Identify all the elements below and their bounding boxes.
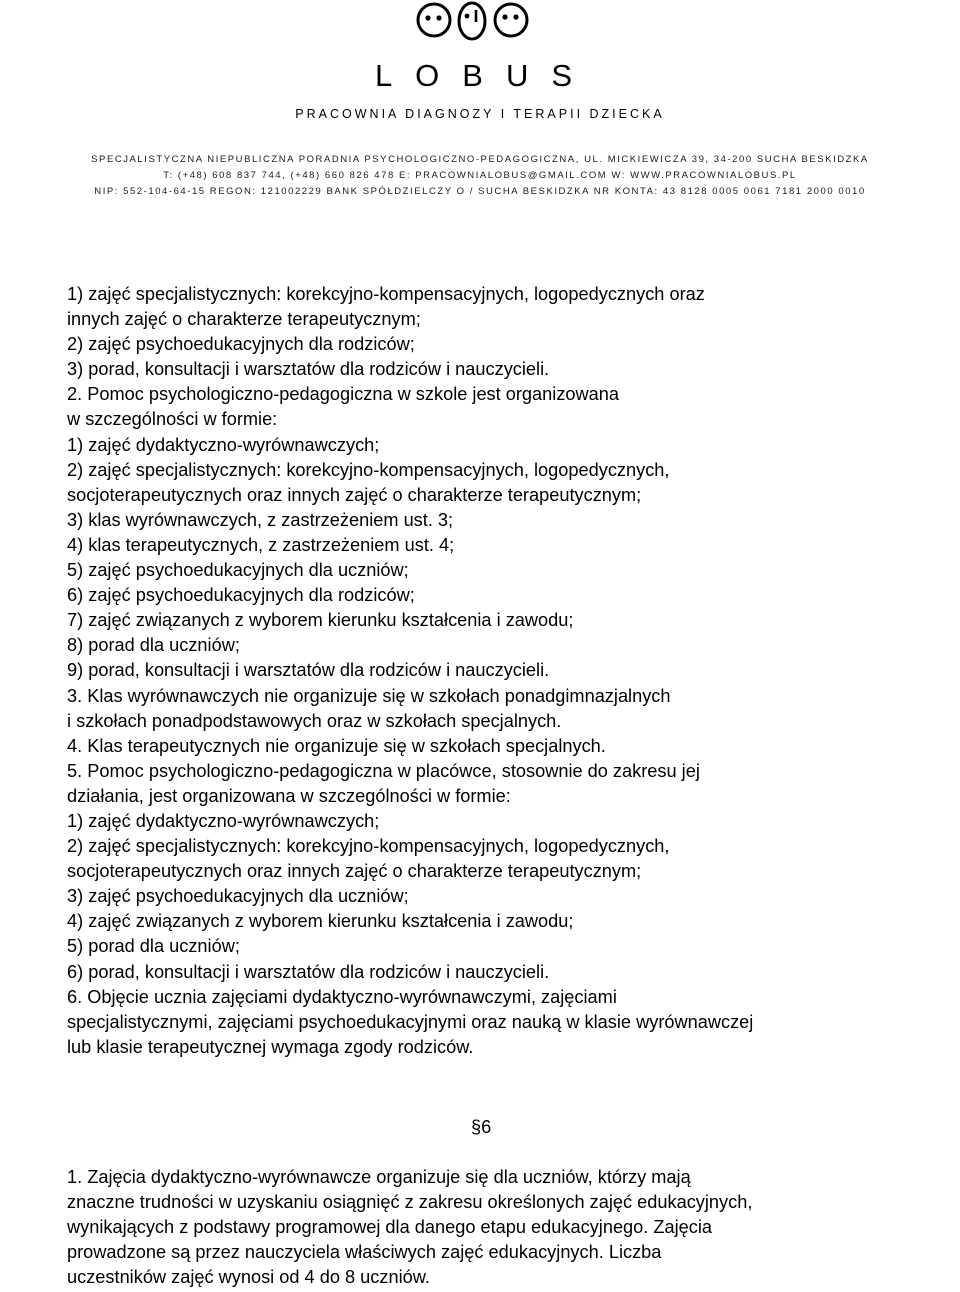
body-line: 5) porad dla uczniów; bbox=[67, 936, 240, 957]
contact-phone-email-web: T: (+48) 608 837 744, (+48) 660 826 478 E: PRACOWNIALOBUS@GMAIL.COM W: WWW.PRACOWNIALOBUS.PL bbox=[163, 170, 797, 181]
section-line: wynikających z podstawy programowej dla danego etapu edukacyjnego. Zajęcia bbox=[67, 1217, 713, 1238]
document-body bbox=[67, 282, 927, 1060]
section-heading: §6 bbox=[471, 1117, 492, 1137]
body-line: 1) zajęć dydaktyczno-wyrównawczych; bbox=[67, 810, 380, 831]
body-line: 6. Objęcie ucznia zajęciami dydaktyczno-wyrównawczymi, zajęciami bbox=[67, 986, 617, 1007]
body-line: 3. Klas wyrównawczych nie organizuje się w szkołach ponadgimnazjalnych bbox=[67, 685, 671, 706]
body-line: działania, jest organizowana w szczególności w formie: bbox=[67, 785, 511, 806]
body-line: 6) zajęć psychoedukacyjnych dla rodziców; bbox=[67, 585, 415, 606]
body-line: socjoterapeutycznych oraz innych zajęć o charakterze terapeutycznym; bbox=[67, 484, 642, 505]
contact-address: SPECJALISTYCZNA NIEPUBLICZNA PORADNIA PSYCHOLOGICZNO-PEDAGOGICZNA, UL. MICKIEWICZA 39, 34-200 SUCHA BESKIDZKA bbox=[91, 154, 869, 165]
body-line: i szkołach ponadpodstawowych oraz w szkołach specjalnych. bbox=[67, 710, 562, 731]
body-line: 3) klas wyrównawczych, z zastrzeżeniem ust. 3; bbox=[67, 509, 454, 530]
section-line: 1. Zajęcia dydaktyczno-wyrównawcze organizuje się dla uczniów, którzy mają bbox=[67, 1167, 691, 1187]
body-line: 8) porad dla uczniów; bbox=[67, 635, 240, 656]
brand-name: LOBUS bbox=[374, 58, 596, 93]
body-line: socjoterapeutycznych oraz innych zajęć o charakterze terapeutycznym; bbox=[67, 861, 642, 882]
body-line: 2. Pomoc psychologiczno-pedagogiczna w szkole jest organizowana bbox=[67, 384, 620, 405]
body-line: 3) porad, konsultacji i warsztatów dla rodziców i nauczycieli. bbox=[67, 359, 550, 380]
body-line: 6) porad, konsultacji i warsztatów dla rodziców i nauczycieli. bbox=[67, 961, 550, 982]
body-line: 3) zajęć psychoedukacyjnych dla uczniów; bbox=[67, 886, 409, 907]
contact-tax-bank: NIP: 552-104-64-15 REGON: 121002229 BANK SPÓŁDZIELCZY O / SUCHA BESKIDZKA NR KONTA: 43 8128 0005 0061 7181 2000 0010 bbox=[94, 186, 866, 197]
body-line: 2) zajęć specjalistycznych: korekcyjno-kompensacyjnych, logopedycznych, bbox=[67, 836, 670, 857]
body-line: lub klasie terapeutycznej wymaga zgody rodziców. bbox=[67, 1036, 474, 1057]
body-line: 5. Pomoc psychologiczno-pedagogiczna w placówce, stosownie do zakresu jej bbox=[67, 760, 700, 781]
body-line: specjalistycznymi, zajęciami psychoedukacyjnymi oraz nauką w klasie wyrównawczej bbox=[67, 1011, 754, 1032]
body-line: 1) zajęć dydaktyczno-wyrównawczych; bbox=[67, 434, 380, 455]
body-line: w szczególności w formie: bbox=[67, 409, 278, 430]
brand-tagline: PRACOWNIA DIAGNOZY I TERAPII DZIECKA bbox=[295, 107, 665, 121]
body-line: 7) zajęć związanych z wyborem kierunku kształcenia i zawodu; bbox=[67, 610, 574, 631]
body-line: 5) zajęć psychoedukacyjnych dla uczniów; bbox=[67, 560, 409, 581]
body-line: 4) zajęć związanych z wyborem kierunku kształcenia i zawodu; bbox=[67, 911, 574, 932]
body-line: innych zajęć o charakterze terapeutycznym; bbox=[67, 309, 421, 330]
body-line: 2) zajęć psychoedukacyjnych dla rodziców; bbox=[67, 334, 415, 355]
body-line: 1) zajęć specjalistycznych: korekcyjno-kompensacyjnych, logopedycznych oraz bbox=[67, 284, 705, 304]
section-body bbox=[67, 1165, 927, 1290]
body-line: 4) klas terapeutycznych, z zastrzeżeniem ust. 4; bbox=[67, 534, 455, 555]
body-line: 9) porad, konsultacji i warsztatów dla rodziców i nauczycieli. bbox=[67, 660, 550, 681]
logo-faces-icon bbox=[414, 0, 534, 44]
body-line: 2) zajęć specjalistycznych: korekcyjno-kompensacyjnych, logopedycznych, bbox=[67, 459, 670, 480]
section-line: prowadzone są przez nauczyciela właściwych zajęć edukacyjnych. Liczba bbox=[67, 1242, 662, 1263]
section-line: uczestników zajęć wynosi od 4 do 8 uczniów. bbox=[67, 1267, 430, 1288]
section-line: znaczne trudności w uzyskaniu osiągnięć z zakresu określonych zajęć edukacyjnych, bbox=[67, 1192, 753, 1213]
body-line: 4. Klas terapeutycznych nie organizuje się w szkołach specjalnych. bbox=[67, 735, 606, 756]
